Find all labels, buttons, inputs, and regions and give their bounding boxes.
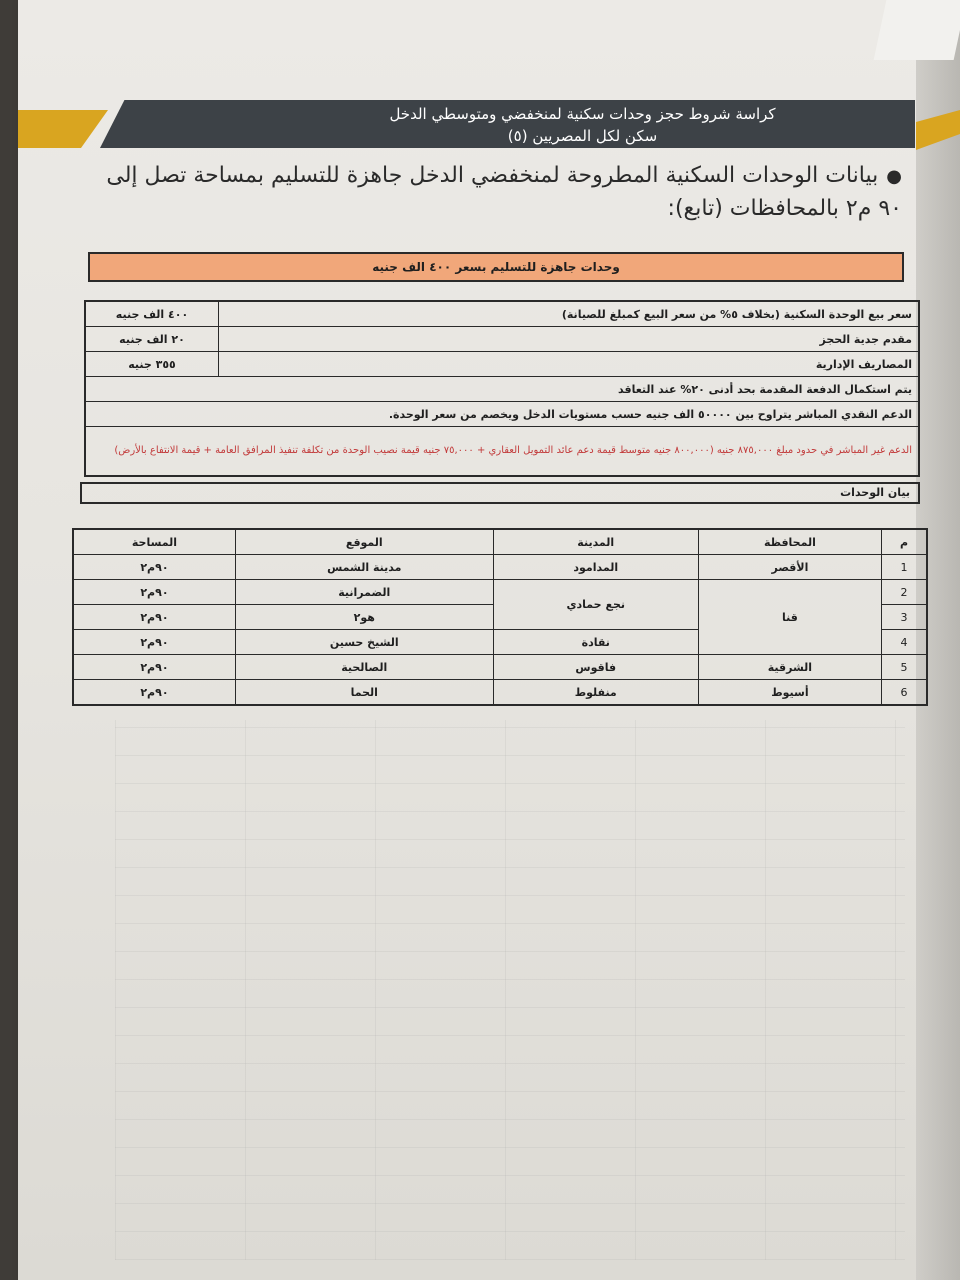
header-area: المساحة [73,529,235,555]
indirect-support-row [85,427,919,477]
row-governorate: أسيوط [698,680,881,706]
header-title [330,103,835,147]
admin-fee-value: ٣٥٥ جنيه [85,352,219,377]
price-section-title: وحدات جاهزة للتسليم بسعر ٤٠٠ الف جنيه [88,252,904,282]
table-row [73,555,927,580]
row-governorate: الأقصر [698,555,881,580]
units-table [72,528,928,706]
row-area: ٩٠م٢ [73,630,235,655]
row-governorate: الشرقية [698,655,881,680]
price-label: سعر بيع الوحدة السكنية (بخلاف ٥% من سعر البيع كمبلغ للصيانة) [219,301,920,327]
cash-support-row [85,402,919,427]
row-city: نجع حمادي [493,580,698,630]
indirect-support-note: الدعم غير المباشر في حدود مبلغ ٨٧٥,٠٠٠ جنيه (٨٠٠,٠٠٠ جنيه متوسط قيمة دعم عائد التمويل العقاري + ٧٥,٠٠٠ جنيه قيمة نصيب الوحدة من تكلفة تنفيذ المرافق العامة + قيمة الانتفاع بالأرض) [85,427,919,477]
downpayment-note: يتم استكمال الدفعة المقدمة بحد أدنى ٢٠% عند التعاقد [85,377,919,402]
row-location: الحما [235,680,493,706]
show-through-grid [115,720,905,1260]
row-number: 2 [882,580,928,605]
row-area: ٩٠م٢ [73,605,235,630]
row-number: 5 [882,655,928,680]
header-line-2: سكن لكل المصريين (٥) [507,127,658,145]
row-location: هو٢ [235,605,493,630]
deposit-row [85,327,919,352]
row-area: ٩٠م٢ [73,580,235,605]
row-location: الصالحية [235,655,493,680]
table-row [73,680,927,706]
heading-line-1: بيانات الوحدات السكنية المطروحة لمنخفضي الدخل جاهزة للتسليم بمساحة تصل إلى [106,163,879,188]
units-title: بيان الوحدات [80,482,920,504]
heading-line-2: ٩٠ م٢ بالمحافظات (تابع): [667,196,902,221]
paper-scrap [874,0,960,60]
header-governorate: المحافظة [698,529,881,555]
admin-fee-label: المصاريف الإدارية [219,352,920,377]
deposit-value: ٢٠ الف جنيه [85,327,219,352]
row-city: فاقوس [493,655,698,680]
row-location: مدينة الشمس [235,555,493,580]
price-value: ٤٠٠ الف جنيه [85,301,219,327]
row-area: ٩٠م٢ [73,555,235,580]
row-area: ٩٠م٢ [73,655,235,680]
row-location: الضمرانية [235,580,493,605]
price-row [85,301,919,327]
admin-fee-row [85,352,919,377]
row-city: المدامود [493,555,698,580]
section-heading [80,160,902,225]
row-number: 1 [882,555,928,580]
row-number: 4 [882,630,928,655]
downpayment-row [85,377,919,402]
row-governorate: قنا [698,580,881,655]
header-line-1: كراسة شروط حجز وحدات سكنية لمنخفضي ومتوسطي الدخل [389,105,776,123]
row-location: الشيخ حسين [235,630,493,655]
row-number: 6 [882,680,928,706]
bullet-icon: ● [886,166,902,187]
row-city: نقادة [493,630,698,655]
deposit-label: مقدم جدية الحجز [219,327,920,352]
header-city: المدينة [493,529,698,555]
header-number: م [882,529,928,555]
row-area: ٩٠م٢ [73,680,235,706]
table-header [73,529,927,555]
row-number: 3 [882,605,928,630]
table-row [73,655,927,680]
header-location: الموقع [235,529,493,555]
table-row [73,580,927,605]
info-table [84,300,920,477]
row-city: منفلوط [493,680,698,706]
cash-support-note: الدعم النقدي المباشر يتراوح بين ٥٠٠٠٠ الف جنيه حسب مستويات الدخل ويخصم من سعر الوحدة. [85,402,919,427]
